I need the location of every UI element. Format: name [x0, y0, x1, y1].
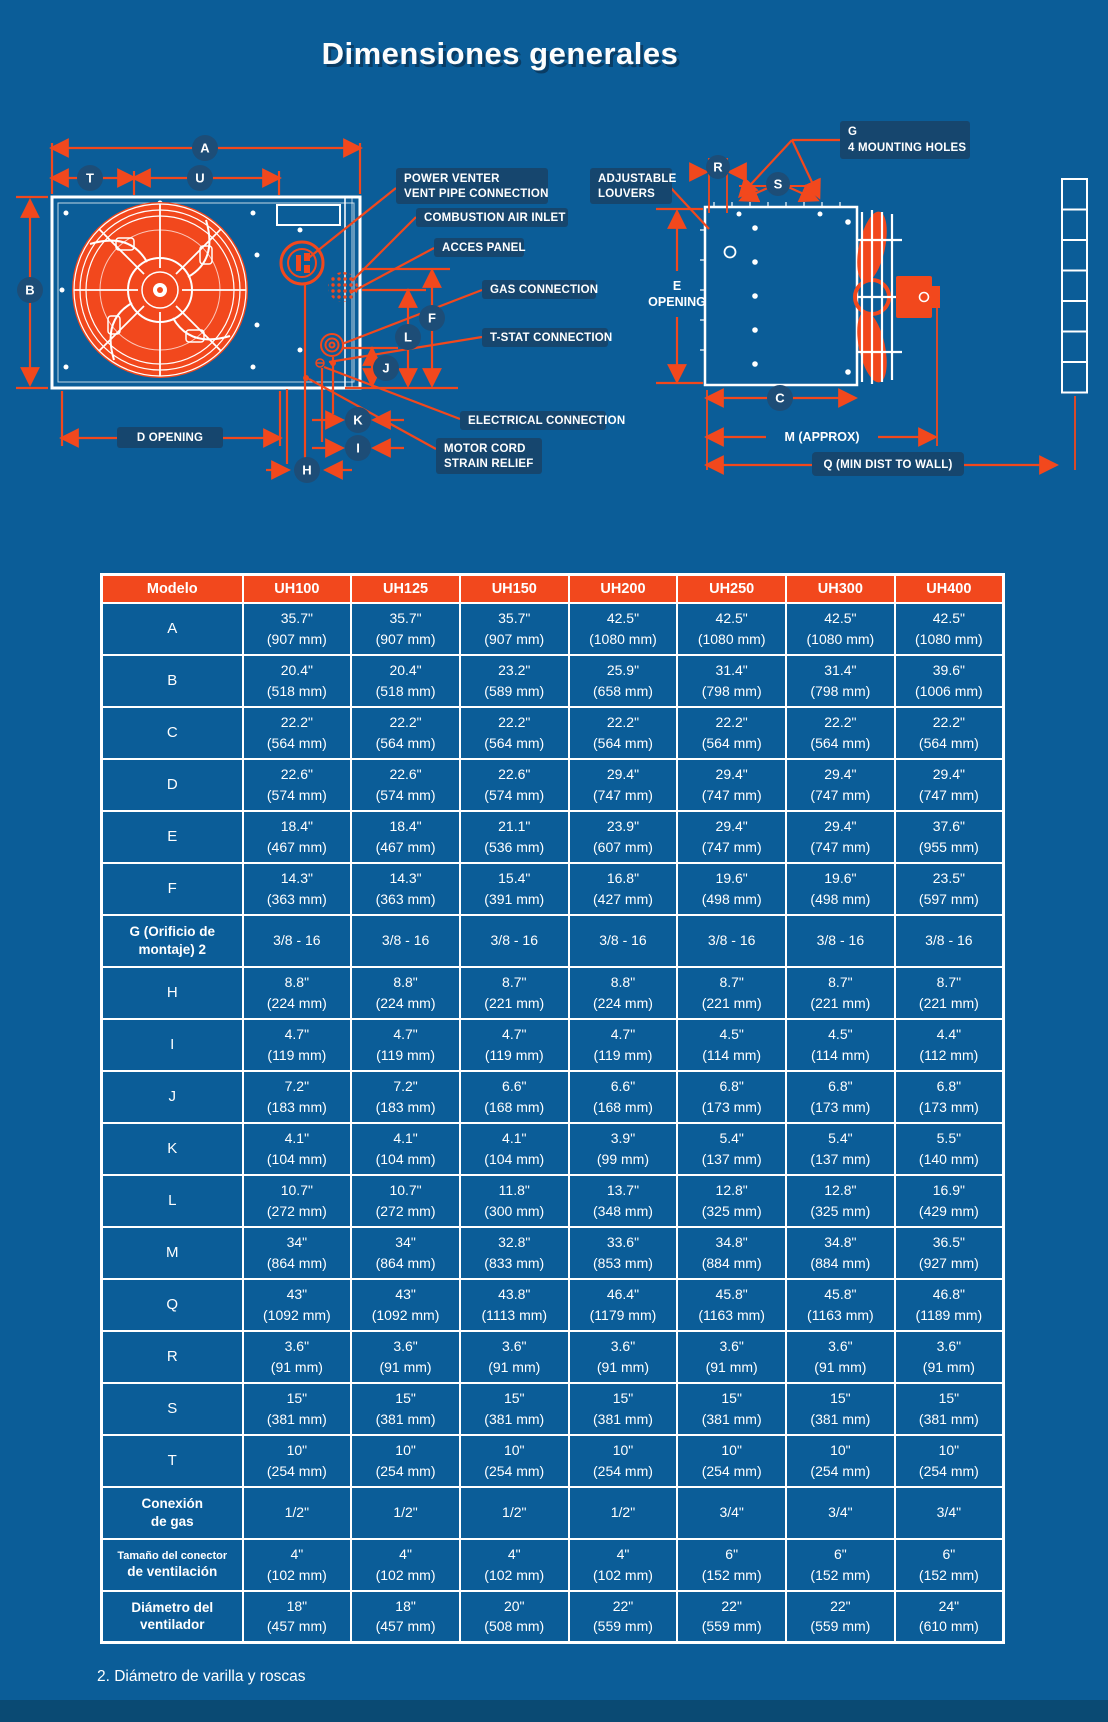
table-cell: 14.3" (363 mm): [243, 863, 352, 915]
vent-opening-rect: [277, 205, 340, 225]
dim-B: [17, 277, 43, 303]
table-cell: 4.1" (104 mm): [351, 1123, 460, 1175]
table-cell: 1/2": [243, 1487, 352, 1539]
table-cell: 4.7" (119 mm): [351, 1019, 460, 1071]
svg-text:S: S: [773, 176, 783, 192]
table-cell: 1/2": [569, 1487, 678, 1539]
row-header: J: [102, 1071, 243, 1123]
table-cell: 4.7" (119 mm): [460, 1019, 569, 1071]
column-header: UH300: [786, 575, 895, 603]
svg-text:H: H: [302, 462, 312, 478]
dim-F: [419, 305, 445, 331]
table-cell: 23.2" (589 mm): [460, 655, 569, 707]
table-cell: 4.4" (112 mm): [895, 1019, 1004, 1071]
row-header: B: [102, 655, 243, 707]
table-cell: 31.4" (798 mm): [786, 655, 895, 707]
svg-text:B: B: [25, 282, 35, 298]
table-cell: 37.6" (955 mm): [895, 811, 1004, 863]
svg-text:A: A: [200, 140, 210, 156]
table-cell: 22" (559 mm): [786, 1591, 895, 1643]
table-row: [102, 915, 1004, 967]
table-row: [102, 1123, 1004, 1175]
row-header: C: [102, 707, 243, 759]
svg-text:D OPENING: D OPENING: [136, 432, 204, 444]
row-header: A: [102, 603, 243, 655]
svg-text:OPENING: OPENING: [648, 295, 706, 309]
row-header: R: [102, 1331, 243, 1383]
table-cell: 7.2" (183 mm): [243, 1071, 352, 1123]
table-cell: 34" (864 mm): [351, 1227, 460, 1279]
table-cell: 6" (152 mm): [677, 1539, 786, 1591]
svg-text:MOTOR CORD: MOTOR CORD: [444, 443, 526, 455]
table-cell: 22.6" (574 mm): [460, 759, 569, 811]
row-header: T: [102, 1435, 243, 1487]
svg-text:LOUVERS: LOUVERS: [598, 188, 655, 200]
callout-gas-connection: [482, 280, 598, 299]
dim-K: [345, 407, 371, 433]
rear-view: [16, 135, 625, 483]
table-row: [102, 1435, 1004, 1487]
callout-motor-cord: [436, 438, 542, 474]
table-row: [102, 1071, 1004, 1123]
table-cell: 20" (508 mm): [460, 1591, 569, 1643]
callout-acces-panel: [434, 238, 526, 257]
dimensions-table: [100, 573, 1005, 1644]
svg-text:M (APPROX): M (APPROX): [784, 430, 860, 444]
table-cell: 23.5" (597 mm): [895, 863, 1004, 915]
table-cell: 22" (559 mm): [677, 1591, 786, 1643]
table-row: [102, 863, 1004, 915]
m-approx-label: [766, 426, 878, 447]
row-header: F: [102, 863, 243, 915]
column-header: UH250: [677, 575, 786, 603]
table-row: [102, 1175, 1004, 1227]
table-cell: 3.6" (91 mm): [243, 1331, 352, 1383]
svg-text:C: C: [775, 390, 785, 406]
svg-text:R: R: [713, 159, 723, 175]
table-cell: 6.6" (168 mm): [460, 1071, 569, 1123]
svg-text:F: F: [428, 310, 436, 326]
table-cell: 15" (381 mm): [677, 1383, 786, 1435]
column-header: UH200: [569, 575, 678, 603]
table-cell: 3/8 - 16: [460, 915, 569, 967]
table-cell: 15.4" (391 mm): [460, 863, 569, 915]
table-cell: 22.2" (564 mm): [677, 707, 786, 759]
table-cell: 29.4" (747 mm): [786, 759, 895, 811]
bottom-bar: [0, 1700, 1108, 1722]
table-cell: 3.6" (91 mm): [569, 1331, 678, 1383]
table-cell: 15" (381 mm): [786, 1383, 895, 1435]
table-cell: 22.2" (564 mm): [243, 707, 352, 759]
row-header: Diámetro del ventilador: [102, 1591, 243, 1643]
row-header: I: [102, 1019, 243, 1071]
row-header: L: [102, 1175, 243, 1227]
table-cell: 19.6" (498 mm): [786, 863, 895, 915]
d-opening-label: [117, 427, 223, 448]
table-cell: 6.6" (168 mm): [569, 1071, 678, 1123]
table-cell: 21.1" (536 mm): [460, 811, 569, 863]
table-cell: 3/8 - 16: [243, 915, 352, 967]
row-header: H: [102, 967, 243, 1019]
table-cell: 22.2" (564 mm): [351, 707, 460, 759]
table-cell: 22.2" (564 mm): [895, 707, 1004, 759]
table-cell: 4" (102 mm): [243, 1539, 352, 1591]
svg-text:ACCES PANEL: ACCES PANEL: [442, 242, 526, 254]
table-cell: 22.6" (574 mm): [351, 759, 460, 811]
gas-connection-icon: [321, 334, 343, 356]
table-cell: 1/2": [351, 1487, 460, 1539]
svg-text:U: U: [195, 170, 205, 186]
side-fan-icon: [852, 209, 940, 385]
row-header: K: [102, 1123, 243, 1175]
table-cell: 8.7" (221 mm): [895, 967, 1004, 1019]
table-cell: 3.6" (91 mm): [895, 1331, 1004, 1383]
table-cell: 5.5" (140 mm): [895, 1123, 1004, 1175]
row-header: Tamaño del conector de ventilación: [102, 1539, 243, 1591]
table-cell: 35.7" (907 mm): [351, 603, 460, 655]
table-cell: 13.7" (348 mm): [569, 1175, 678, 1227]
table-cell: 22.2" (564 mm): [569, 707, 678, 759]
dim-L: [395, 324, 421, 350]
table-cell: 20.4" (518 mm): [351, 655, 460, 707]
svg-text:I: I: [356, 440, 360, 456]
table-row: [102, 1019, 1004, 1071]
table-cell: 43.8" (1113 mm): [460, 1279, 569, 1331]
table-cell: 24" (610 mm): [895, 1591, 1004, 1643]
table-row: [102, 811, 1004, 863]
table-row: [102, 1331, 1004, 1383]
svg-text:T: T: [86, 170, 94, 186]
table-cell: 5.4" (137 mm): [677, 1123, 786, 1175]
table-cell: 34.8" (884 mm): [786, 1227, 895, 1279]
table-cell: 18.4" (467 mm): [351, 811, 460, 863]
table-row: [102, 1383, 1004, 1435]
table-cell: 23.9" (607 mm): [569, 811, 678, 863]
table-cell: 42.5" (1080 mm): [569, 603, 678, 655]
table-cell: 15" (381 mm): [895, 1383, 1004, 1435]
svg-text:VENT PIPE CONNECTION: VENT PIPE CONNECTION: [404, 188, 549, 200]
table-cell: 3/4": [677, 1487, 786, 1539]
row-header: Conexión de gas: [102, 1487, 243, 1539]
callout-adjustable-louvers: [590, 168, 677, 204]
table-cell: 43" (1092 mm): [351, 1279, 460, 1331]
callout-power-venter: [396, 168, 549, 204]
table-row: [102, 707, 1004, 759]
table-header-row: [102, 575, 1004, 603]
callout-tstat-connection: [482, 328, 612, 347]
side-view-dots: [737, 212, 851, 375]
wall-icon: [1062, 179, 1087, 393]
table-cell: 4.5" (114 mm): [786, 1019, 895, 1071]
table-cell: 42.5" (1080 mm): [786, 603, 895, 655]
table-row: [102, 603, 1004, 655]
table-cell: 4" (102 mm): [351, 1539, 460, 1591]
dim-I: [345, 435, 371, 461]
svg-text:COMBUSTION AIR INLET: COMBUSTION AIR INLET: [424, 212, 566, 224]
table-cell: 15" (381 mm): [460, 1383, 569, 1435]
side-view: [590, 121, 1087, 476]
table-cell: 42.5" (1080 mm): [895, 603, 1004, 655]
dim-S: [766, 172, 790, 196]
table-cell: 36.5" (927 mm): [895, 1227, 1004, 1279]
table-cell: 8.7" (221 mm): [786, 967, 895, 1019]
svg-text:G: G: [848, 126, 858, 138]
table-cell: 3/8 - 16: [677, 915, 786, 967]
row-header: G (Orificio de montaje) 2: [102, 915, 243, 967]
table-row: [102, 655, 1004, 707]
table-cell: 34.8" (884 mm): [677, 1227, 786, 1279]
fan-icon: [72, 202, 248, 378]
q-min-dist-label: [812, 452, 964, 476]
power-venter-icon: [281, 242, 323, 284]
table-cell: 29.4" (747 mm): [677, 811, 786, 863]
row-header: Q: [102, 1279, 243, 1331]
svg-text:ADJUSTABLE: ADJUSTABLE: [598, 173, 677, 185]
mounting-hole-icon: [725, 247, 736, 258]
table-cell: 22.2" (564 mm): [786, 707, 895, 759]
table-cell: 6.8" (173 mm): [786, 1071, 895, 1123]
table-cell: 8.8" (224 mm): [569, 967, 678, 1019]
table-cell: 22.2" (564 mm): [460, 707, 569, 759]
table-cell: 22.6" (574 mm): [243, 759, 352, 811]
table-cell: 10" (254 mm): [351, 1435, 460, 1487]
table-cell: 29.4" (747 mm): [786, 811, 895, 863]
table-row: [102, 1279, 1004, 1331]
table-cell: 15" (381 mm): [243, 1383, 352, 1435]
table-cell: 10" (254 mm): [460, 1435, 569, 1487]
dim-R: [706, 155, 730, 179]
dimension-badges-side: [706, 155, 793, 411]
table-cell: 35.7" (907 mm): [243, 603, 352, 655]
table-cell: 46.8" (1189 mm): [895, 1279, 1004, 1331]
table-cell: 3.6" (91 mm): [786, 1331, 895, 1383]
table-cell: 19.6" (498 mm): [677, 863, 786, 915]
svg-text:E: E: [672, 279, 682, 293]
dim-U: [187, 165, 213, 191]
dimensions-diagram: [0, 0, 1108, 500]
table-row: [102, 1487, 1004, 1539]
table-cell: 45.8" (1163 mm): [677, 1279, 786, 1331]
table-cell: 25.9" (658 mm): [569, 655, 678, 707]
table-cell: 15" (381 mm): [351, 1383, 460, 1435]
table-cell: 10" (254 mm): [569, 1435, 678, 1487]
table-cell: 35.7" (907 mm): [460, 603, 569, 655]
table-cell: 8.8" (224 mm): [351, 967, 460, 1019]
table-cell: 15" (381 mm): [569, 1383, 678, 1435]
row-header: E: [102, 811, 243, 863]
table-cell: 4.7" (119 mm): [243, 1019, 352, 1071]
svg-text:K: K: [353, 412, 363, 428]
column-header: UH125: [351, 575, 460, 603]
table-cell: 10.7" (272 mm): [243, 1175, 352, 1227]
table-cell: 3.6" (91 mm): [351, 1331, 460, 1383]
dim-H: [294, 457, 320, 483]
table-cell: 3/8 - 16: [351, 915, 460, 967]
svg-text:GAS CONNECTION: GAS CONNECTION: [490, 284, 599, 296]
combustion-air-inlet-icon: [328, 272, 358, 302]
row-header: D: [102, 759, 243, 811]
table-row: [102, 1591, 1004, 1643]
table-cell: 16.9" (429 mm): [895, 1175, 1004, 1227]
table-cell: 1/2": [460, 1487, 569, 1539]
svg-text:STRAIN RELIEF: STRAIN RELIEF: [444, 458, 534, 470]
table-cell: 4" (102 mm): [460, 1539, 569, 1591]
column-header: Modelo: [102, 575, 243, 603]
table-cell: 6.8" (173 mm): [895, 1071, 1004, 1123]
table-cell: 18" (457 mm): [243, 1591, 352, 1643]
table-cell: 10" (254 mm): [786, 1435, 895, 1487]
table-cell: 4.1" (104 mm): [243, 1123, 352, 1175]
callout-combustion-air-inlet: [416, 208, 568, 227]
table-cell: 6" (152 mm): [786, 1539, 895, 1591]
table-cell: 3.9" (99 mm): [569, 1123, 678, 1175]
footnote: 2. Diámetro de varilla y roscas: [97, 1668, 306, 1685]
table-row: [102, 967, 1004, 1019]
table-cell: 4" (102 mm): [569, 1539, 678, 1591]
e-opening-label: [648, 279, 706, 309]
table-row: [102, 1227, 1004, 1279]
table-cell: 3.6" (91 mm): [677, 1331, 786, 1383]
table-cell: 10" (254 mm): [677, 1435, 786, 1487]
table-cell: 29.4" (747 mm): [677, 759, 786, 811]
table-cell: 10.7" (272 mm): [351, 1175, 460, 1227]
table-cell: 4.5" (114 mm): [677, 1019, 786, 1071]
table-cell: 45.8" (1163 mm): [786, 1279, 895, 1331]
table-cell: 4.1" (104 mm): [460, 1123, 569, 1175]
table-cell: 22" (559 mm): [569, 1591, 678, 1643]
table-cell: 8.7" (221 mm): [677, 967, 786, 1019]
table-cell: 46.4" (1179 mm): [569, 1279, 678, 1331]
column-header: UH400: [895, 575, 1004, 603]
dim-T: [77, 165, 103, 191]
table-cell: 29.4" (747 mm): [895, 759, 1004, 811]
callout-mounting-holes: [840, 121, 970, 159]
table-cell: 12.8" (325 mm): [677, 1175, 786, 1227]
table-cell: 7.2" (183 mm): [351, 1071, 460, 1123]
table-cell: 29.4" (747 mm): [569, 759, 678, 811]
table-cell: 16.8" (427 mm): [569, 863, 678, 915]
svg-text:POWER VENTER: POWER VENTER: [404, 173, 500, 185]
svg-text:4 MOUNTING HOLES: 4 MOUNTING HOLES: [848, 142, 967, 154]
table-cell: 3/4": [895, 1487, 1004, 1539]
dim-C: [767, 385, 793, 411]
table-cell: 18.4" (467 mm): [243, 811, 352, 863]
page-title: Dimensiones generales: [321, 36, 679, 71]
table-cell: 31.4" (798 mm): [677, 655, 786, 707]
dim-J: [373, 355, 399, 381]
row-header: M: [102, 1227, 243, 1279]
motor-icon: [896, 276, 932, 318]
callout-electrical-connection: [460, 411, 625, 430]
table-cell: 8.7" (221 mm): [460, 967, 569, 1019]
table-cell: 3/4": [786, 1487, 895, 1539]
table-cell: 32.8" (833 mm): [460, 1227, 569, 1279]
column-header: UH100: [243, 575, 352, 603]
table-cell: 3/8 - 16: [895, 915, 1004, 967]
table-cell: 11.8" (300 mm): [460, 1175, 569, 1227]
table-cell: 20.4" (518 mm): [243, 655, 352, 707]
svg-text:Q (MIN DIST TO WALL): Q (MIN DIST TO WALL): [823, 459, 953, 471]
table-cell: 3/8 - 16: [569, 915, 678, 967]
table-cell: 33.6" (853 mm): [569, 1227, 678, 1279]
table-cell: 6.8" (173 mm): [677, 1071, 786, 1123]
table-cell: 12.8" (325 mm): [786, 1175, 895, 1227]
svg-text:ELECTRICAL CONNECTION: ELECTRICAL CONNECTION: [468, 415, 626, 427]
table-cell: 10" (254 mm): [243, 1435, 352, 1487]
dim-A: [192, 135, 218, 161]
table-cell: 34" (864 mm): [243, 1227, 352, 1279]
table-cell: 39.6" (1006 mm): [895, 655, 1004, 707]
svg-text:T-STAT CONNECTION: T-STAT CONNECTION: [490, 332, 613, 344]
side-view-dimension-lines: [656, 140, 1075, 470]
table-cell: 10" (254 mm): [895, 1435, 1004, 1487]
table-cell: 18" (457 mm): [351, 1591, 460, 1643]
table-cell: 5.4" (137 mm): [786, 1123, 895, 1175]
table-cell: 42.5" (1080 mm): [677, 603, 786, 655]
column-header: UH150: [460, 575, 569, 603]
table-cell: 6" (152 mm): [895, 1539, 1004, 1591]
table-cell: 43" (1092 mm): [243, 1279, 352, 1331]
table-cell: 14.3" (363 mm): [351, 863, 460, 915]
table-row: [102, 759, 1004, 811]
table-cell: 4.7" (119 mm): [569, 1019, 678, 1071]
row-header: S: [102, 1383, 243, 1435]
table-cell: 8.8" (224 mm): [243, 967, 352, 1019]
svg-text:J: J: [382, 360, 390, 376]
table-cell: 3/8 - 16: [786, 915, 895, 967]
svg-text:L: L: [404, 329, 412, 345]
table-cell: 3.6" (91 mm): [460, 1331, 569, 1383]
table-row: [102, 1539, 1004, 1591]
